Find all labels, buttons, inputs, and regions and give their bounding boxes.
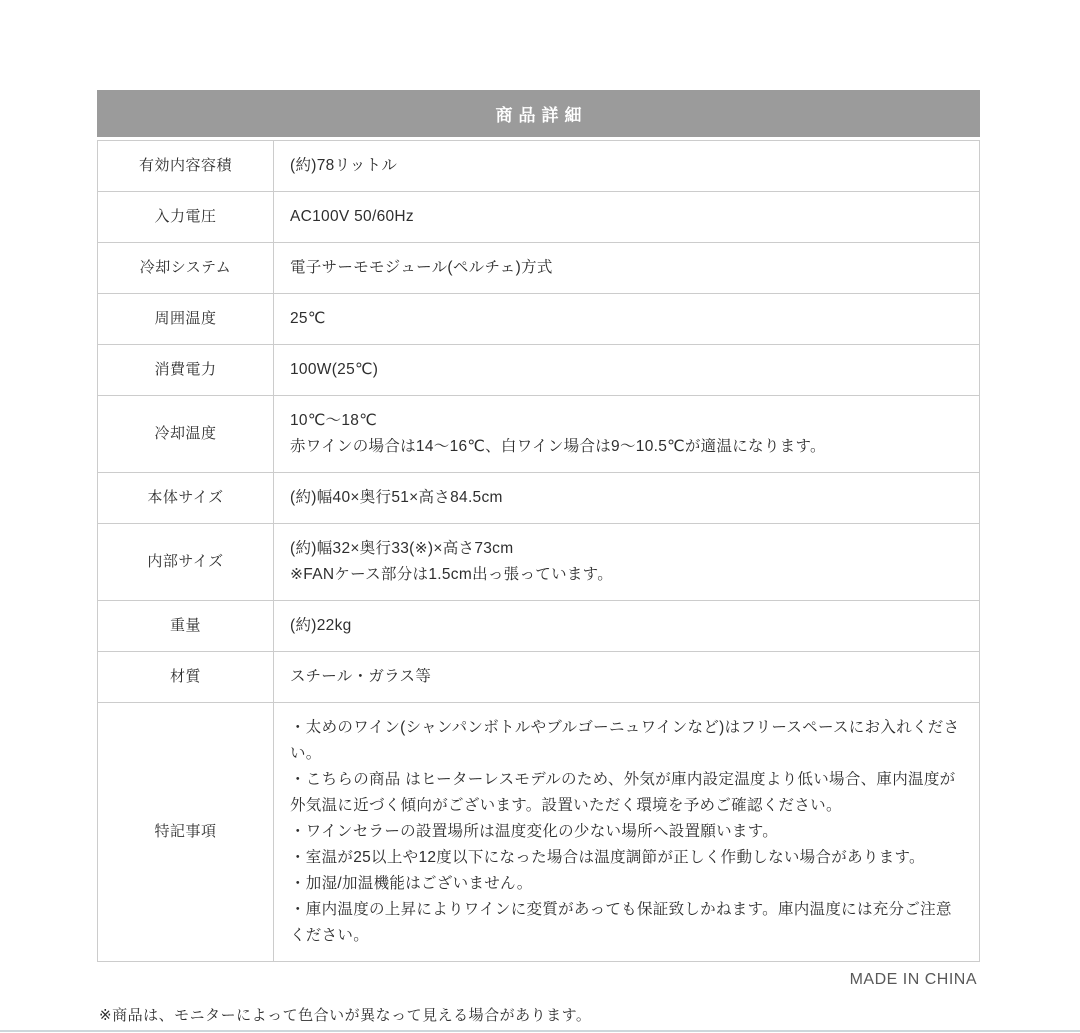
row-label: 消費電力	[98, 345, 274, 396]
value-line: (約)22kg	[290, 617, 352, 634]
value-line: 100W(25℃)	[290, 361, 379, 378]
table-row	[98, 192, 980, 243]
row-value	[274, 243, 980, 294]
table-row	[98, 473, 980, 524]
table-row	[98, 524, 980, 601]
value-line: ・ワインセラーの設置場所は温度変化の少ない場所へ設置願います。	[290, 823, 779, 840]
row-label: 周囲温度	[98, 294, 274, 345]
value-line: ・庫内温度の上昇によりワインに変質があっても保証致しかねます。庫内温度には充分ご注意ください。	[290, 901, 952, 944]
table-row	[98, 294, 980, 345]
row-value	[274, 141, 980, 192]
row-value	[274, 601, 980, 652]
value-line: スチール・ガラス等	[290, 668, 432, 685]
row-label: 冷却システム	[98, 243, 274, 294]
table-row	[98, 396, 980, 473]
row-label: 入力電圧	[98, 192, 274, 243]
value-line: 赤ワインの場合は14〜16℃、白ワイン場合は9〜10.5℃が適温になります。	[290, 438, 826, 455]
table-row	[98, 703, 980, 962]
table-row	[98, 345, 980, 396]
spec-table-title: 商品詳細	[97, 90, 980, 137]
value-line: AC100V 50/60Hz	[290, 208, 414, 225]
value-line: 電子サーモモジュール(ペルチェ)方式	[290, 259, 553, 276]
row-label: 有効内容容積	[98, 141, 274, 192]
row-value	[274, 294, 980, 345]
value-line: 10℃〜18℃	[290, 412, 377, 429]
table-row	[98, 141, 980, 192]
bottom-divider	[0, 1030, 1080, 1032]
row-value	[274, 345, 980, 396]
value-line: (約)78リットル	[290, 157, 398, 174]
value-line: ・加湿/加温機能はございません。	[290, 875, 533, 892]
value-line: 25℃	[290, 310, 326, 327]
monitor-color-note: ※商品は、モニターによって色合いが異なって見える場合があります。	[99, 1007, 592, 1024]
row-value	[274, 473, 980, 524]
row-value	[274, 652, 980, 703]
table-row	[98, 652, 980, 703]
row-label: 内部サイズ	[98, 524, 274, 601]
row-label: 材質	[98, 652, 274, 703]
row-label: 本体サイズ	[98, 473, 274, 524]
row-value	[274, 192, 980, 243]
table-row	[98, 243, 980, 294]
row-label: 特記事項	[98, 703, 274, 962]
spec-table	[97, 140, 980, 962]
row-label: 重量	[98, 601, 274, 652]
row-value	[274, 703, 980, 962]
made-in-china-label: MADE IN CHINA	[849, 971, 977, 988]
value-line: ・室温が25以上や12度以下になった場合は温度調節が正しく作動しない場合があります。	[290, 849, 925, 866]
value-line: ・太めのワイン(シャンパンボトルやブルゴーニュワインなど)はフリースペースにお入れください。	[290, 719, 960, 762]
value-line: ・こちらの商品 はヒーターレスモデルのため、外気が庫内設定温度より低い場合、庫内温度が外気温に近づく傾向がございます。設置いただく環境を予めご確認ください。	[290, 771, 956, 814]
row-label: 冷却温度	[98, 396, 274, 473]
table-row	[98, 601, 980, 652]
row-value	[274, 396, 980, 473]
row-value	[274, 524, 980, 601]
value-line: (約)幅32×奥行33(※)×高さ73cm	[290, 540, 514, 557]
value-line: (約)幅40×奥行51×高さ84.5cm	[290, 489, 503, 506]
value-line: ※FANケース部分は1.5cm出っ張っています。	[290, 566, 614, 583]
